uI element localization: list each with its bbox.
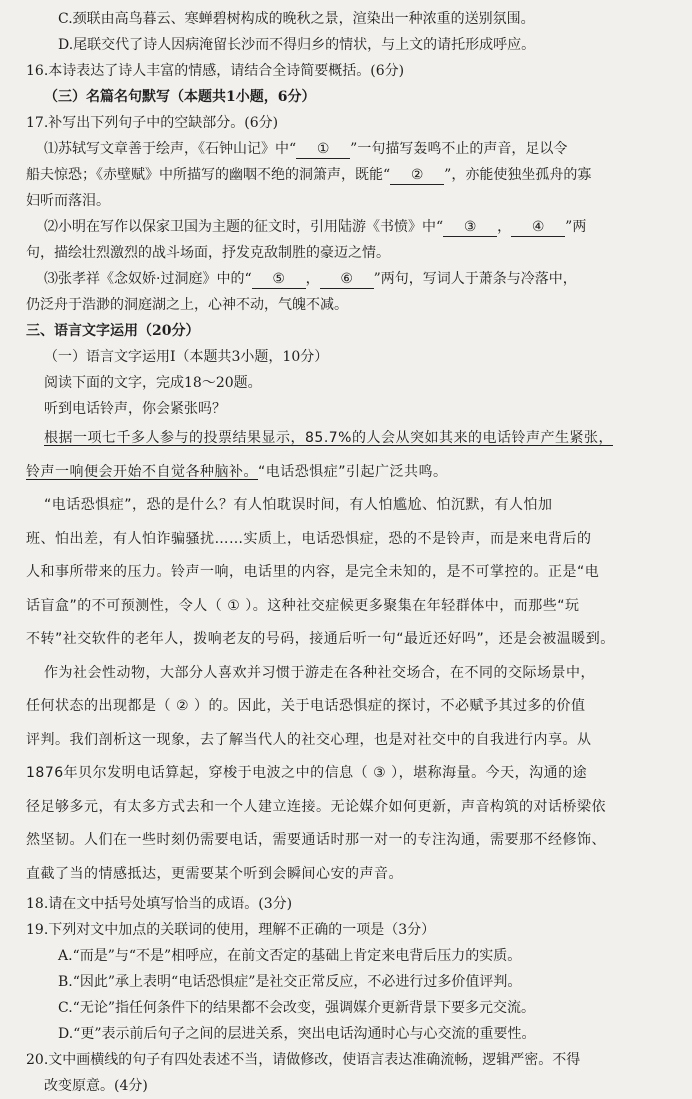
passage-line-13: 然坚韧。人们在一些时刻仍需要电话，需要通话时那一对一的专注沟通，需要那不经修饰、 — [26, 832, 606, 848]
blank-6[interactable]: ⑥ — [320, 270, 374, 289]
q19-option-c: C.“无论”指任何条件下的结果都不会改变，强调媒介更新背景下要多元交流。 — [58, 1000, 535, 1016]
q17-item3-line1: ⑶张孝祥《念奴娇·过洞庭》中的“ ⑤ ， ⑥ ”两句，写词人于萧条与冷落中， — [44, 271, 577, 287]
q17-item1-line3: 妇听而落泪。 — [26, 193, 110, 209]
q19-option-b: B.“因此”承上表明“电话恐惧症”是社交正常反应，不必进行过多价值评判。 — [58, 974, 522, 990]
q17-item1-line1: ⑴苏轼写文章善于绘声，《石钟山记》中“ ① ”一句描写轰鸣不止的声音，足以令 — [44, 141, 568, 157]
question-19: 19.下列对文中加点的关联词的使用，理解不正确的一项是（3分） — [26, 922, 436, 938]
section-3-title: 三、语言文字运用（20分） — [26, 323, 200, 339]
option-d-line: D.尾联交代了诗人因病淹留长沙而不得归乡的情状，与上文的请托形成呼应。 — [58, 37, 536, 53]
question-16: 16.本诗表达了诗人丰富的情感，请结合全诗简要概括。(6分) — [26, 63, 405, 79]
section-3-subtitle: （一）语言文字运用Ⅰ（本题共3小题，10分） — [44, 349, 329, 365]
passage-line-7: 不转”社交软件的老年人，拨响老友的号码，接通后听一句“最近还好吗”，还是会被温暖到。 — [26, 631, 615, 647]
questions-18-20 — [26, 891, 666, 1099]
q19-option-d: D.“更”表示前后句子之间的层进关系，突出电话沟通时心与心交流的重要性。 — [58, 1026, 536, 1042]
q17-item2-line1: ⑵小明在写作以保家卫国为主题的征文时，引用陆游《书愤》中“ ③ ， ④ ”两 — [44, 219, 587, 235]
question-20-line1: 20.文中画横线的句子有四处表述不当，请做修改，使语言表达准确流畅，逻辑严密。不得 — [26, 1052, 581, 1068]
q19-option-a: A.“而是”与“不是”相呼应，在前文否定的基础上肯定来电背后压力的实质。 — [58, 948, 522, 964]
reading-intro: 阅读下面的文字，完成18～20题。 — [44, 375, 262, 391]
passage-line-9: 任何状态的出现都是（ ② ）的。因此，关于电话恐惧症的探讨，不必赋予其过多的价值 — [26, 698, 586, 714]
passage-line-11: 1876年贝尔发明电话算起，穿梭于电波之中的信息（ ③ ），堪称海量。今天，沟通的途 — [26, 765, 588, 781]
passage-line-6: 话盲盒”的不可预测性，令人（ ① ）。这种社交症候更多聚集在年轻群体中，而那些“玩 — [26, 597, 580, 614]
blank-4[interactable]: ④ — [511, 218, 565, 237]
option-c-line: C.颈联由高鸟暮云、寒蝉碧树构成的晚秋之景，渲染出一种浓重的送别氛围。 — [58, 11, 535, 27]
section-3 — [26, 318, 666, 422]
blank-5[interactable]: ⑤ — [252, 270, 306, 289]
passage-line-8: 作为社会性动物，大部分人喜欢并习惯于游走在各种社交场合，在不同的交际场景中， — [44, 664, 595, 681]
blank-3[interactable]: ③ — [443, 218, 497, 237]
passage-line-12: 径足够多元，有太多方式去和一个人建立连接。无论媒介如何更新，声音构筑的对话桥梁依 — [26, 798, 606, 815]
question-17-title: 17.补写出下列句子中的空缺部分。(6分) — [26, 115, 279, 131]
blank-2[interactable]: ② — [390, 166, 444, 185]
question-18: 18.请在文中括号处填写恰当的成语。(3分) — [26, 896, 293, 912]
handwritten-passage — [26, 422, 666, 891]
passage-line-1: 根据一项七千多人参与的投票结果显示，85.7%的人会从突如其来的电话铃声产生紧张， — [44, 430, 613, 446]
passage-line-5: 人和事所带来的压力。铃声一响，电话里的内容，是完全未知的，是不可掌控的。正是“电 — [26, 564, 600, 580]
q17-item3-line2: 仍泛舟于浩渺的洞庭湖之上，心神不动，气魄不减。 — [26, 297, 348, 313]
options-q15-and-headers — [26, 6, 666, 136]
passage-line-4: 班、怕出差，有人怕诈骗骚扰……实质上，电话恐惧症，恐的不是铃声，而是来电背后的 — [26, 530, 592, 547]
question-17-body — [26, 136, 666, 318]
passage-line-3: “电话恐惧症”，恐的是什么？有人怕耽误时间，有人怕尴尬、怕沉默，有人怕加 — [44, 497, 553, 513]
passage-line-2: 铃声一响便会开始不自觉各种脑补。“电话恐惧症”引起广泛共鸣。 — [26, 463, 448, 480]
passage-line-14: 直截了当的情感抵达，更需要某个听到会瞬间心安的声音。 — [26, 865, 403, 882]
passage-line-10: 评判。我们剖析这一现象，去了解当代人的社交心理，也是对社交中的自我进行内享。从 — [26, 731, 592, 748]
passage-title: 听到电话铃声，你会紧张吗？ — [44, 401, 226, 417]
question-20-line2: 改变原意。(4分) — [44, 1078, 148, 1094]
blank-1[interactable]: ① — [296, 140, 350, 159]
section-heading-mingju: （三）名篇名句默写（本题共1小题，6分） — [44, 89, 316, 105]
q17-item2-line2: 句，描绘壮烈激烈的战斗场面，抒发克敌制胜的豪迈之情。 — [26, 245, 390, 261]
q17-item1-line2: 船夫惊恐；《赤壁赋》中所描写的幽咽不绝的洞箫声，既能“ ② ”，亦能使独坐孤舟的寡 — [26, 167, 592, 183]
